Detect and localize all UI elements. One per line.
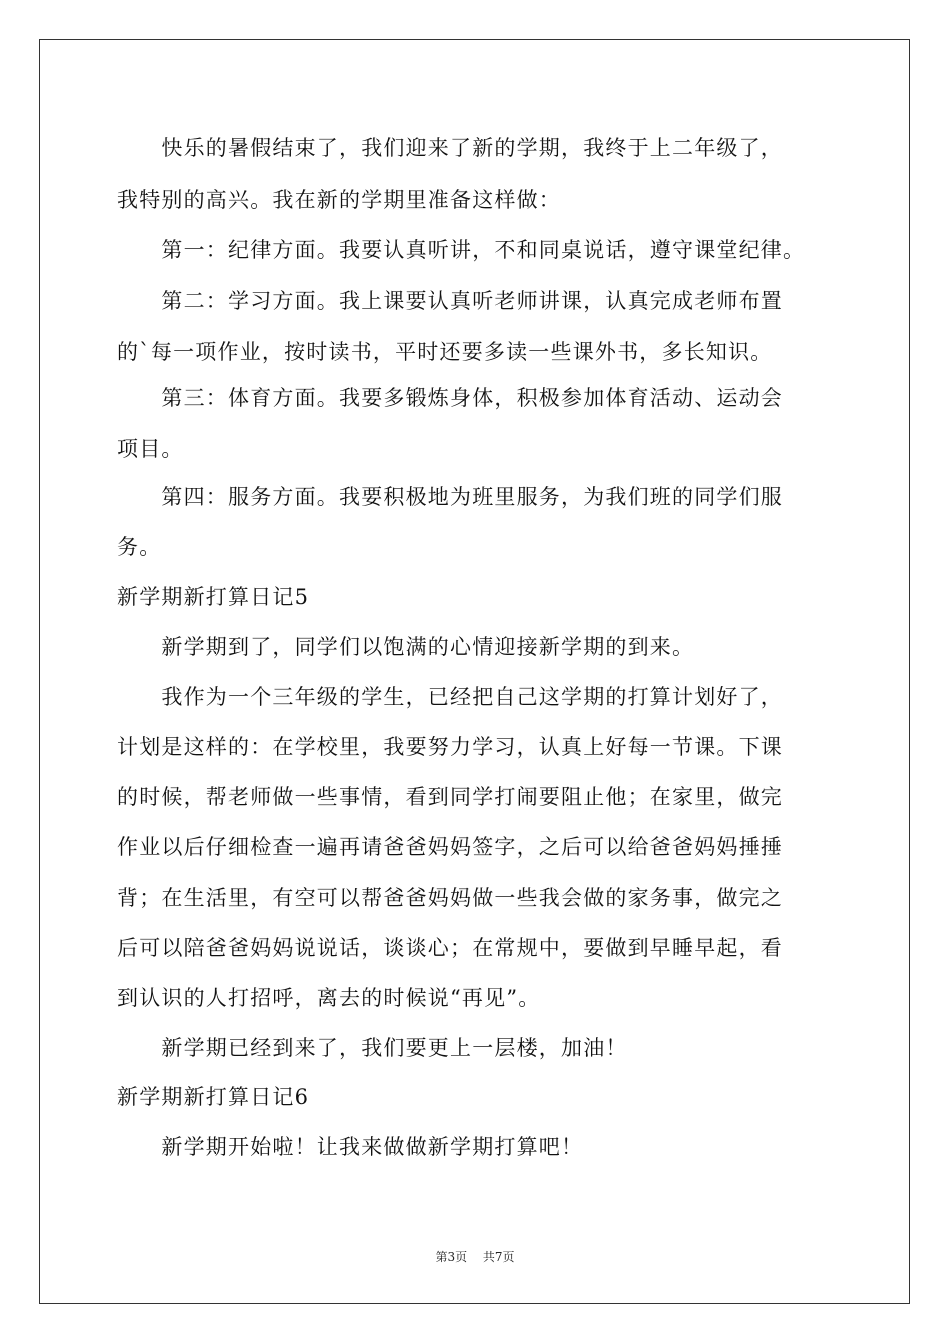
paragraph-line: 第四：服务方面。我要积极地为班里服务，为我们班的同学们服 xyxy=(117,485,783,509)
paragraph-line: 新学期到了，同学们以饱满的心情迎接新学期的到来。 xyxy=(117,635,695,659)
paragraph-line: 第一：纪律方面。我要认真听讲，不和同桌说话，遵守课堂纪律。 xyxy=(117,238,806,262)
paragraph-line: 的`每一项作业，按时读书，平时还要多读一些课外书，多长知识。 xyxy=(117,340,773,364)
paragraph-line: 到认识的人打招呼，离去的时候说“再见”。 xyxy=(117,986,541,1010)
paragraph-line: 的时候，帮老师做一些事情，看到同学打闹要阻止他；在家里，做完 xyxy=(117,785,783,809)
paragraph-line: 我作为一个三年级的学生，已经把自己这学期的打算计划好了， xyxy=(117,685,783,709)
paragraph-line: 第三：体育方面。我要多锻炼身体，积极参加体育活动、运动会 xyxy=(117,386,783,410)
paragraph-line: 后可以陪爸爸妈妈说说话，谈谈心；在常规中，要做到早睡早起，看 xyxy=(117,936,783,960)
paragraph-line: 项目。 xyxy=(117,437,184,461)
paragraph-line: 新学期已经到来了，我们要更上一层楼，加油！ xyxy=(117,1036,628,1060)
page-footer xyxy=(0,1249,950,1265)
paragraph-line: 快乐的暑假结束了，我们迎来了新的学期，我终于上二年级了， xyxy=(117,136,783,160)
paragraph-line: 新学期开始啦！让我来做做新学期打算吧！ xyxy=(117,1135,584,1159)
section-heading: 新学期新打算日记5 xyxy=(117,585,310,609)
paragraph-line: 我特别的高兴。我在新的学期里准备这样做： xyxy=(117,188,561,212)
paragraph-line: 计划是这样的：在学校里，我要努力学习，认真上好每一节课。下课 xyxy=(117,735,783,759)
page-border xyxy=(39,39,910,1304)
paragraph-line: 作业以后仔细检查一遍再请爸爸妈妈签字，之后可以给爸爸妈妈捶捶 xyxy=(117,835,783,859)
page-total: 共7页 xyxy=(482,1250,515,1264)
paragraph-line: 务。 xyxy=(117,535,162,559)
paragraph-line: 背；在生活里，有空可以帮爸爸妈妈做一些我会做的家务事，做完之 xyxy=(117,886,783,910)
paragraph-line: 第二：学习方面。我上课要认真听老师讲课，认真完成老师布置 xyxy=(117,289,783,313)
section-heading: 新学期新打算日记6 xyxy=(117,1085,310,1109)
page-number: 第3页 xyxy=(435,1250,468,1264)
